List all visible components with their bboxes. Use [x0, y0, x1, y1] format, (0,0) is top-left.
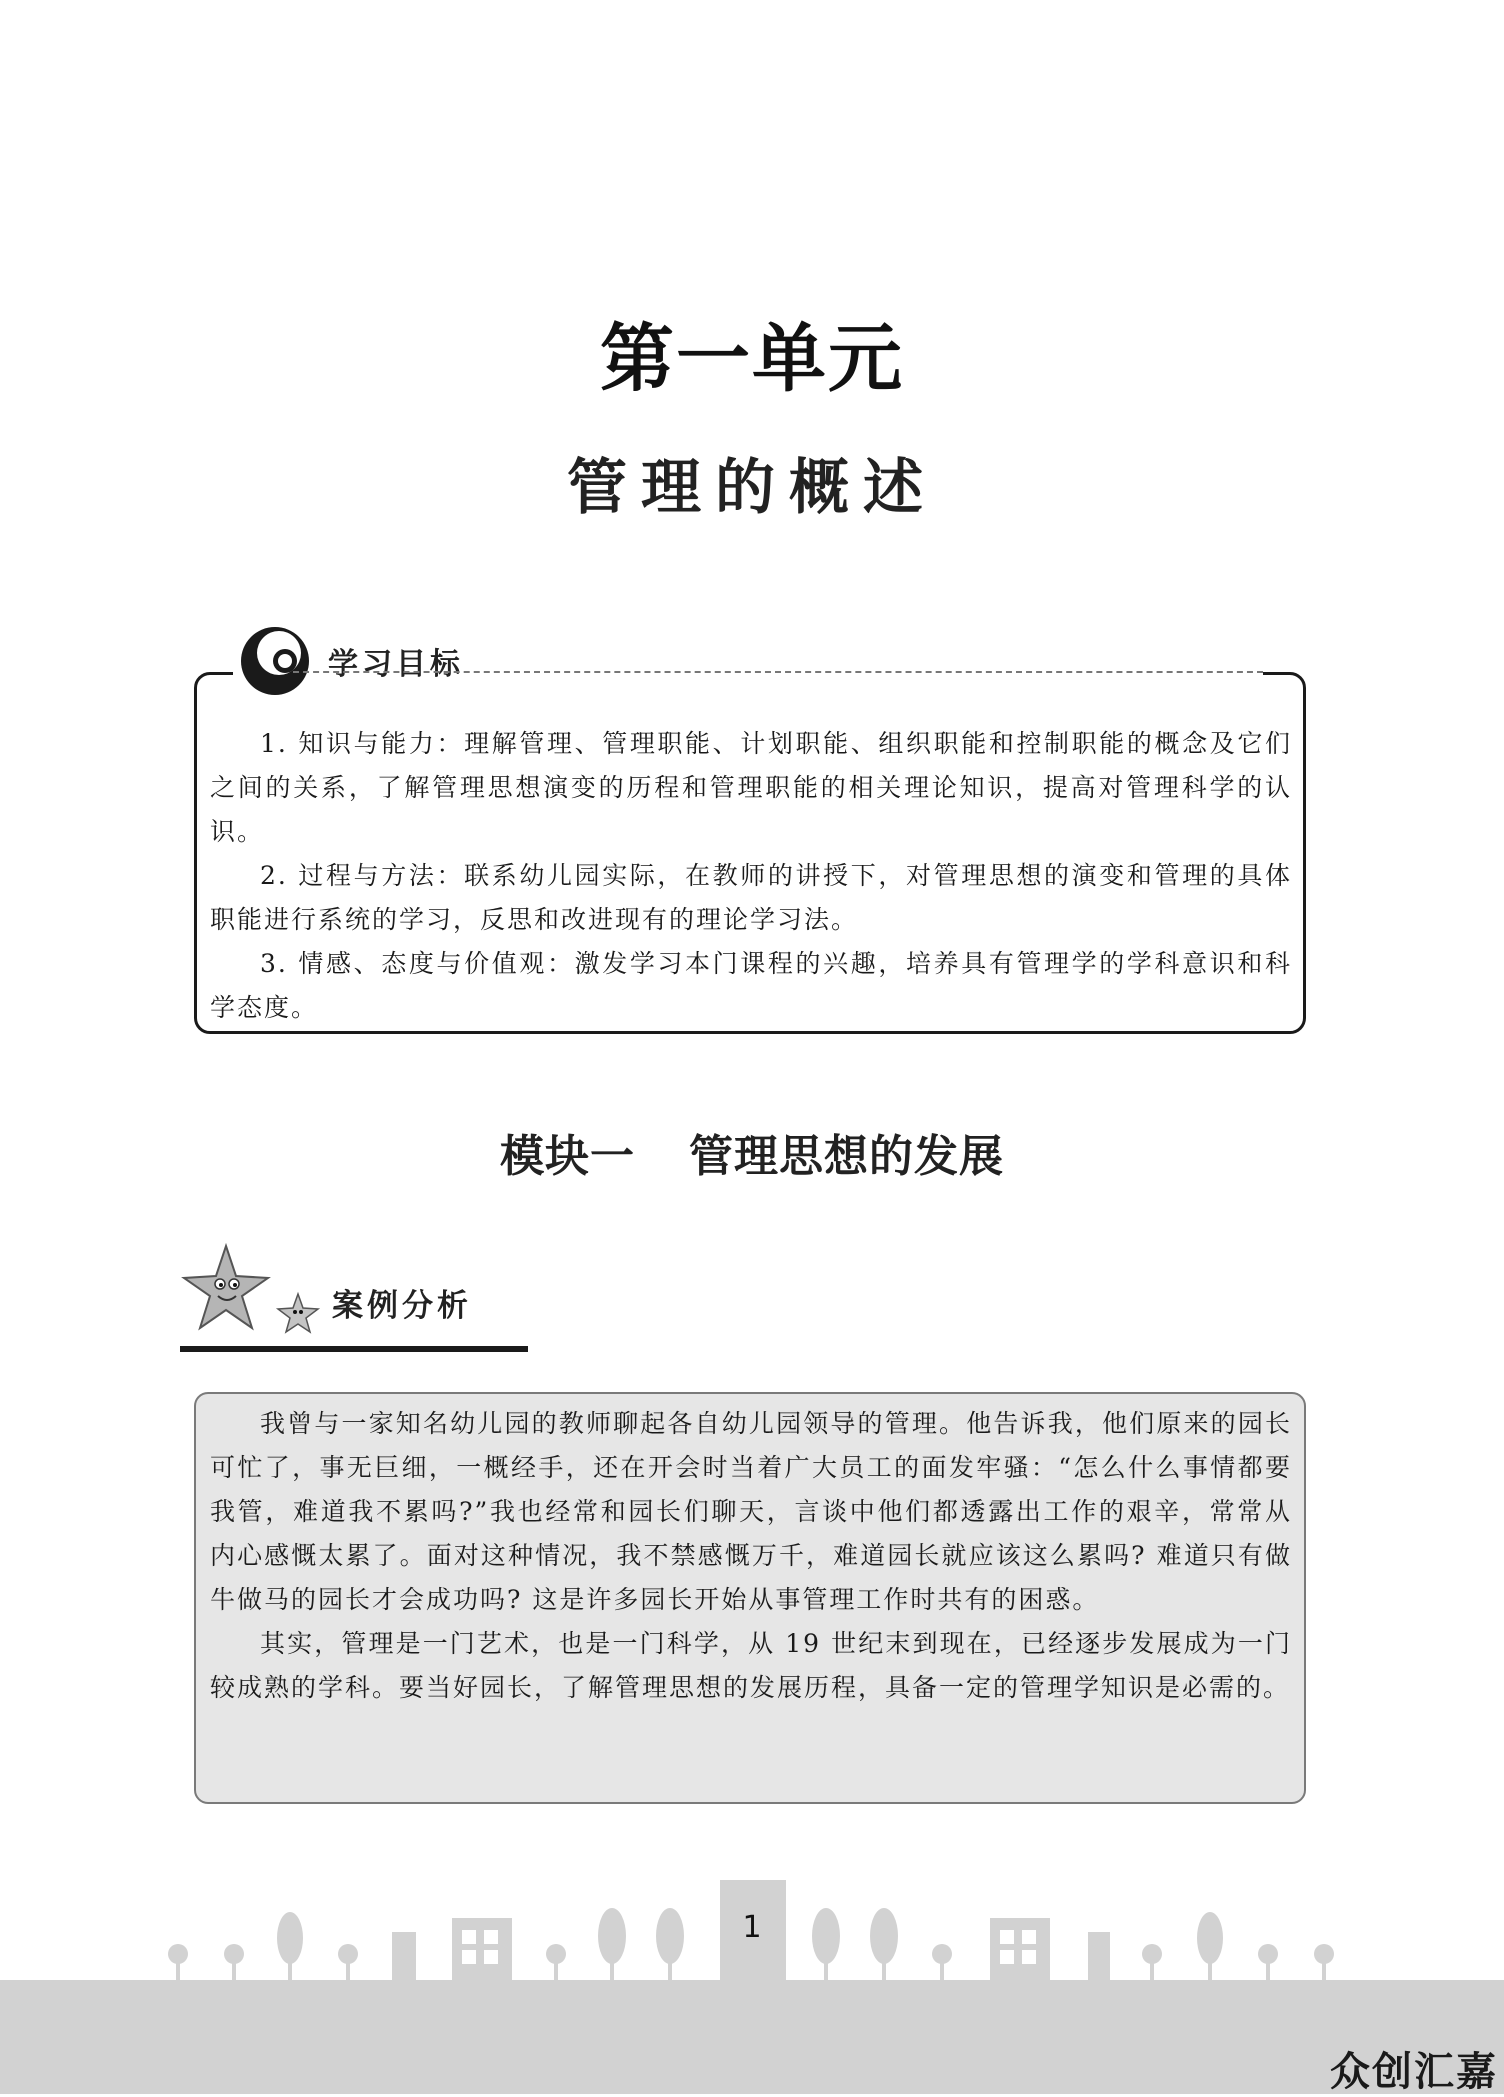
learning-goals-label: 学习目标 [328, 647, 464, 682]
case-analysis-header [180, 1242, 528, 1352]
learning-goals-logo-icon [233, 625, 323, 697]
learning-goal-paragraph: 3. 情感、态度与价值观：激发学习本门课程的兴趣，培养具有管理学的学科意识和科学态度。 [210, 949, 1292, 1022]
case-analysis-label: 案例分析 [332, 1288, 472, 1324]
unit-title: 第一单元 [600, 316, 904, 402]
module-title [0, 1120, 1504, 1184]
module-number: 模块一 [500, 1131, 635, 1182]
module-name: 管理思想的发展 [689, 1131, 1004, 1182]
learning-goal-paragraph: 1. 知识与能力：理解管理、管理职能、计划职能、组织职能和控制职能的概念及它们之间的关系，了解管理思想演变的历程和管理职能的相关理论知识，提高对管理科学的认识。 [210, 729, 1292, 846]
unit-subtitle: 管理的概述 [567, 453, 937, 523]
starfish-icon [180, 1242, 330, 1346]
case-paragraph: 其实，管理是一门艺术，也是一门科学，从 19 世纪末到现在，已经逐步发展成为一门较成熟的学科。要当好园长，了解管理思想的发展历程，具备一定的管理学知识是必需的。 [210, 1629, 1292, 1702]
learning-goals-header [233, 625, 1263, 697]
case-analysis-text [210, 1402, 1292, 1710]
case-analysis-underline [180, 1346, 528, 1352]
case-paragraph: 我曾与一家知名幼儿园的教师聊起各自幼儿园领导的管理。他告诉我，他们原来的园长可忙了，事无巨细，一概经手，还在开会时当着广大员工的面发牢骚：“怎么什么事情都要我管，难道我不累吗?”我也经常和园长们聊天，言谈中他们都透露出工作的艰辛，常常从内心感慨太累了。面对这种情况，我不禁感慨万千，难道园长就应该这么累吗? 难道只有做牛做马的园长才会成功吗? 这是许多园长开始从事管理工作时共有的困惑。 [210, 1409, 1292, 1614]
learning-goal-paragraph: 2. 过程与方法：联系幼儿园实际，在教师的讲授下，对管理思想的演变和管理的具体职能进行系统的学习，反思和改进现有的理论学习法。 [210, 861, 1292, 934]
watermark-logo: 众创汇嘉 [1330, 2049, 1498, 2095]
footer-skyline-decoration [0, 1870, 1504, 2094]
page-number: 1 [742, 1910, 762, 1945]
learning-goals-dashed-divider [293, 671, 1263, 673]
learning-goals-text [210, 722, 1292, 1030]
